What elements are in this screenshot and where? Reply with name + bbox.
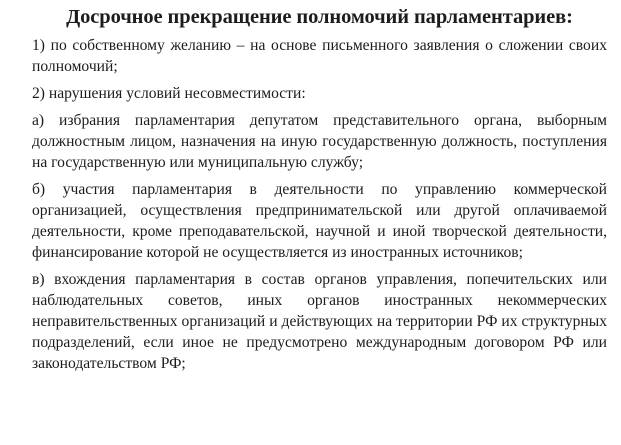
paragraph-2-incompatibility: 2) нарушения условий несовместимости: [32, 85, 306, 102]
paragraph-2a-election: а) избрания парламентария депутатом представительного органа, выборным должностным лицом, назначения на иную государственную должность, поступления на государственную или муниципальную службу; [32, 112, 607, 171]
paragraph-2c-foreign-ngo: в) вхождения парламентария в состав органов управления, попечительских или наблюдательных советов, иных органов иностранных некоммерческих неправительственных организаций и действующих на территории РФ их структурных подразделений, если иное не предусмотрено международным договором РФ или законодательством РФ; [32, 271, 607, 372]
paragraph-1-voluntary: 1) по собственному желанию – на основе письменного заявления о сложении своих полномочий; [32, 37, 607, 75]
paragraph-2b-commercial: б) участия парламентария в деятельности по управлению коммерческой организацией, осуществления предпринимательской или другой оплачиваемой деятельности, кроме преподавательской, научной и иной творческой деятельности, финансирование которой не осуществляется из иностранных источников; [32, 181, 607, 261]
slide-title: Досрочное прекращение полномочий парламентариев: [66, 6, 573, 28]
